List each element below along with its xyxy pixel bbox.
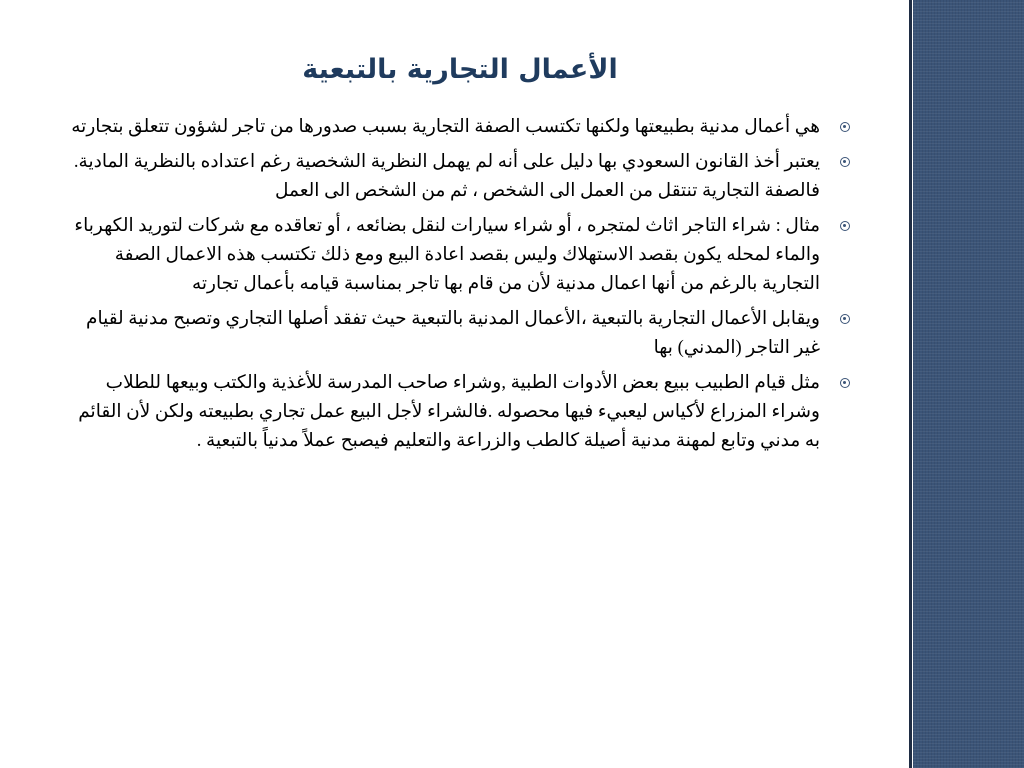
circled-dot-icon [840,378,850,388]
bullet-item [62,369,852,456]
bullet-item [62,148,852,206]
bullet-text: مثل قيام الطبيب ببيع بعض الأدوات الطبية ,وشراء صاحب المدرسة للأغذية والكتب وبيعها للطلاب وشراء المزراع لأكياس ليعبيء فيها محصوله .فالشراء لأجل البيع عمل تجاري بطبيعته ولكن لأن القائم به مدني وتابع لمهنة مدنية أصيلة كالطب والزراعة والتعليم فيصبح عملاً مدنياً بالتبعية . [78,373,820,451]
circled-dot-icon [840,314,850,324]
bullet-item [62,212,852,299]
side-band-divider [909,0,912,768]
bullet-item [62,305,852,363]
circled-dot-icon [840,122,850,132]
bullet-text: هي أعمال مدنية بطبيعتها ولكنها تكتسب الصفة التجارية بسبب صدورها من تاجر لشؤون تتعلق بتجارته [71,117,820,137]
circled-dot-icon [840,157,850,167]
bullet-item [62,113,852,142]
bullet-text: يعتبر أخذ القانون السعودي بها دليل على أنه لم يهمل النظرية الشخصية رغم اعتداده بالنظرية المادية. فالصفة التجارية تنتقل من العمل الى الشخص ، ثم من الشخص الى العمل [73,152,820,201]
bullet-list [62,113,852,462]
bullet-text: مثال : شراء التاجر اثاث لمتجره ، أو شراء سيارات لنقل بضائعه ، أو تعاقده مع شركات لتوريد الكهرباء والماء لمحله يكون بقصد الاستهلاك وليس بقصد اعادة البيع ومع ذلك تكتسب هذه الاعمال الصفة التجارية بالرغم من أنها اعمال مدنية لأن من قام بها تاجر بمناسبة قيامه بأعمال تجارته [74,216,820,294]
circled-dot-icon [840,221,850,231]
bullet-text: ويقابل الأعمال التجارية بالتبعية ،الأعمال المدنية بالتبعية حيث تفقد أصلها التجاري وتصبح مدنية لقيام غير التاجر (المدني) بها [86,309,820,358]
slide-title: الأعمال التجارية بالتبعية [302,54,618,86]
side-band-decoration [913,0,1024,768]
